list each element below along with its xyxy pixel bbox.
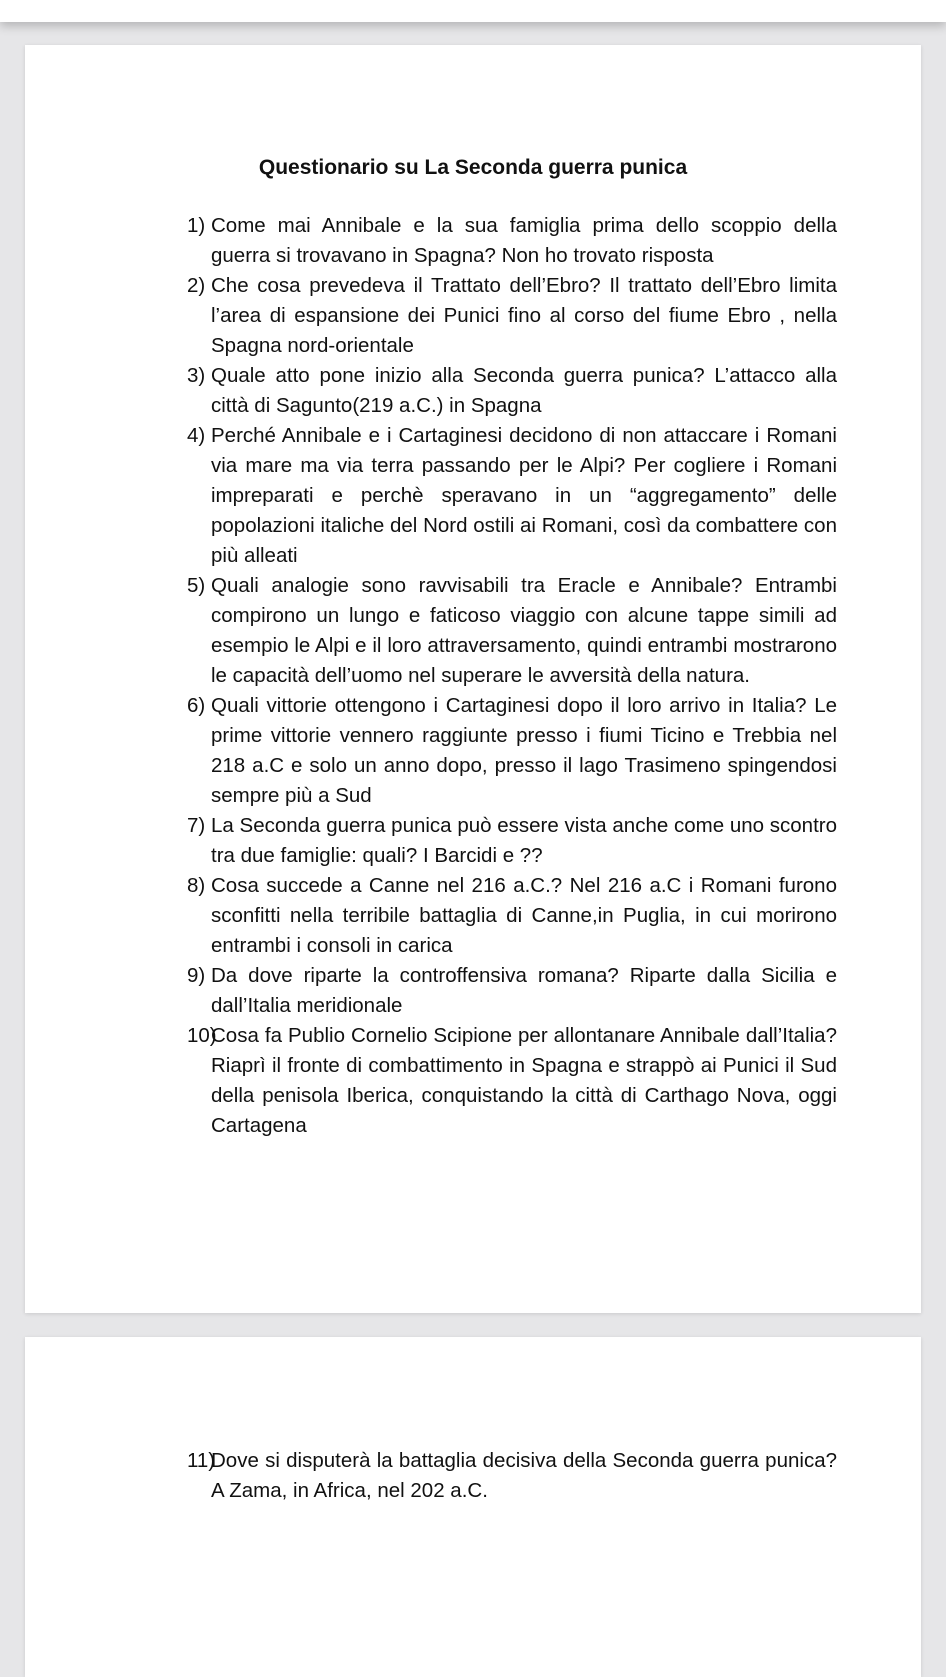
question-item [157, 961, 837, 1021]
question-text: Quale atto pone inizio alla Seconda guerra punica? L’attacco alla città di Sagunto(219 a.C.) in Spagna [211, 364, 837, 417]
question-item [157, 1446, 837, 1506]
question-text: La Seconda guerra punica può essere vista anche come uno scontro tra due famiglie: quali? I Barcidi e ?? [211, 814, 837, 867]
question-item [157, 211, 837, 271]
question-text: Quali analogie sono ravvisabili tra Eracle e Annibale? Entrambi compirono un lungo e faticoso viaggio con alcune tappe simili ad esempio le Alpi e il loro attraversamento, quindi entrambi mostrarono le capacità dell’uomo nel superare le avversità della natura. [211, 574, 837, 687]
question-number: 6) [187, 694, 206, 717]
question-text: Da dove riparte la controffensiva romana? Riparte dalla Sicilia e dall’Italia meridionale [211, 964, 837, 1017]
question-text: Quali vittorie ottengono i Cartaginesi dopo il loro arrivo in Italia? Le prime vittorie vennero raggiunte presso i fiumi Ticino e Trebbia nel 218 a.C e solo un anno dopo, presso il lago Trasimeno spingendosi sempre più a Sud [211, 694, 837, 807]
question-list [157, 1446, 837, 1506]
question-item [157, 1021, 837, 1141]
question-item [157, 691, 837, 811]
question-text: Cosa succede a Canne nel 216 a.C.? Nel 216 a.C i Romani furono sconfitti nella terribile battaglia di Canne,in Puglia, in cui morirono entrambi i consoli in carica [211, 874, 837, 957]
question-number: 2) [187, 274, 206, 297]
question-item [157, 811, 837, 871]
question-text: Perché Annibale e i Cartaginesi decidono di non attaccare i Romani via mare ma via terra passando per le Alpi? Per cogliere i Romani impreparati e perchè speravano in un “aggregamento” delle popolazioni italiche del Nord ostili ai Romani, così da combattere con più alleati [211, 424, 837, 567]
question-number: 10) [187, 1024, 217, 1047]
question-list [157, 211, 837, 1141]
question-number: 11) [187, 1449, 216, 1472]
document-page-2 [25, 1337, 921, 1677]
question-item [157, 361, 837, 421]
question-text: Dove si disputerà la battaglia decisiva della Seconda guerra punica? A Zama, in Africa, nel 202 a.C. [211, 1449, 837, 1502]
viewer-top-bar [0, 0, 946, 22]
document-page-1 [25, 45, 921, 1313]
question-item [157, 421, 837, 571]
question-number: 5) [187, 574, 206, 597]
document-title: Questionario su La Seconda guerra punica [258, 156, 688, 179]
question-text: Cosa fa Publio Cornelio Scipione per allontanare Annibale dall’Italia? Riaprì il fronte di combattimento in Spagna e strappò ai Punici il Sud della penisola Iberica, conquistando la città di Carthago Nova, oggi Cartagena [211, 1024, 837, 1137]
question-item [157, 871, 837, 961]
question-number: 8) [187, 874, 206, 897]
question-item [157, 571, 837, 691]
question-number: 3) [187, 364, 206, 387]
question-item [157, 271, 837, 361]
question-text: Come mai Annibale e la sua famiglia prima dello scoppio della guerra si trovavano in Spagna? Non ho trovato risposta [211, 214, 837, 267]
question-text: Che cosa prevedeva il Trattato dell’Ebro? Il trattato dell’Ebro limita l’area di espansione dei Punici fino al corso del fiume Ebro , nella Spagna nord-orientale [211, 274, 837, 357]
question-number: 9) [187, 964, 206, 987]
question-number: 7) [187, 814, 206, 837]
question-number: 1) [187, 214, 206, 237]
question-number: 4) [187, 424, 206, 447]
